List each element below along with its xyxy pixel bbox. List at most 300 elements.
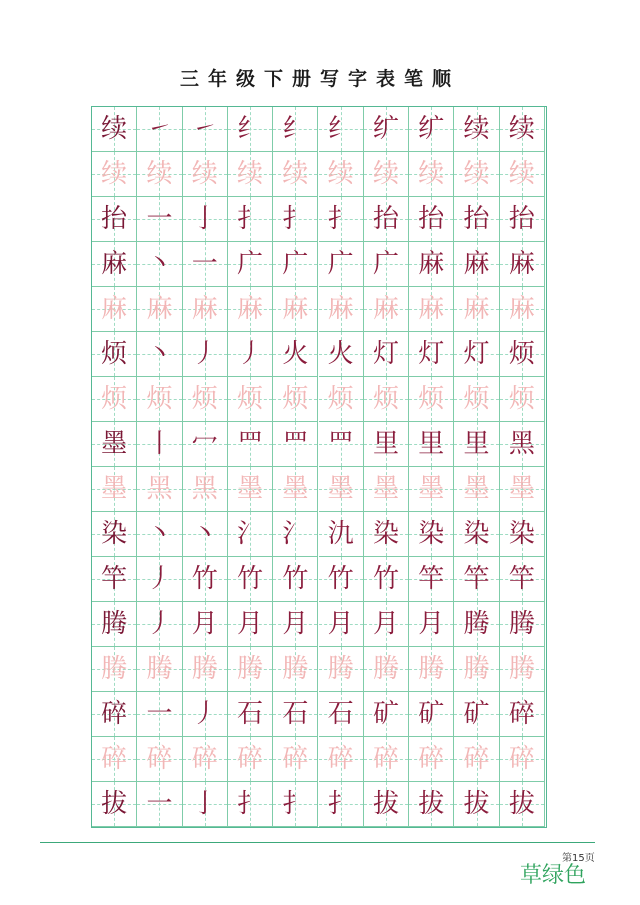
stroke-cell	[137, 602, 182, 647]
stroke-glyph: 碎	[463, 744, 490, 774]
stroke-cell	[228, 737, 273, 782]
stroke-cell	[364, 107, 409, 152]
character-glyph: 续	[101, 114, 128, 144]
stroke-glyph: 竿	[418, 564, 445, 594]
stroke-cell	[228, 287, 273, 332]
character-cell	[92, 287, 137, 332]
stroke-glyph: 月	[191, 609, 218, 639]
character-cell	[92, 512, 137, 557]
stroke-glyph: 冖	[191, 429, 218, 459]
stroke-glyph: 续	[191, 159, 218, 189]
stroke-cell	[409, 782, 454, 827]
stroke-glyph: 石	[237, 699, 264, 729]
stroke-glyph: 抬	[372, 204, 399, 234]
stroke-glyph: 里	[463, 429, 490, 459]
stroke-cell	[228, 467, 273, 512]
character-glyph: 染	[101, 519, 128, 549]
stroke-cell	[454, 692, 499, 737]
stroke-glyph: 续	[508, 159, 535, 189]
stroke-cell	[273, 737, 318, 782]
character-glyph: 碎	[101, 744, 128, 774]
stroke-cell	[454, 737, 499, 782]
stroke-glyph: 矿	[463, 699, 490, 729]
stroke-glyph: 染	[418, 519, 445, 549]
stroke-cell	[228, 782, 273, 827]
stroke-glyph: 麻	[418, 294, 445, 324]
stroke-cell	[273, 692, 318, 737]
stroke-glyph: 一	[146, 699, 173, 729]
stroke-cell	[137, 782, 182, 827]
stroke-cell	[228, 512, 273, 557]
stroke-cell	[500, 377, 545, 422]
stroke-glyph: 麻	[418, 249, 445, 279]
stroke-glyph: 纩	[418, 114, 445, 144]
stroke-cell	[500, 242, 545, 287]
character-glyph: 麻	[101, 294, 128, 324]
stroke-cell	[454, 197, 499, 242]
stroke-cell	[273, 647, 318, 692]
stroke-cell	[454, 377, 499, 422]
stroke-glyph: 扌	[282, 789, 309, 819]
stroke-cell	[364, 152, 409, 197]
stroke-glyph: 纟	[327, 114, 354, 144]
stroke-cell	[500, 692, 545, 737]
stroke-cell	[364, 467, 409, 512]
stroke-cell	[137, 467, 182, 512]
stroke-cell	[454, 647, 499, 692]
stroke-glyph: 麻	[508, 294, 535, 324]
stroke-glyph: 麻	[372, 294, 399, 324]
grid-row	[92, 557, 546, 602]
stroke-cell	[273, 332, 318, 377]
stroke-cell	[319, 287, 364, 332]
stroke-glyph: 纩	[372, 114, 399, 144]
stroke-glyph: 墨	[282, 474, 309, 504]
stroke-glyph: 腾	[282, 654, 309, 684]
stroke-glyph: 拔	[508, 789, 535, 819]
stroke-glyph: 烦	[282, 384, 309, 414]
grid-row	[92, 377, 546, 422]
grid-row	[92, 287, 546, 332]
stroke-glyph: 黑	[146, 474, 173, 504]
grid-row	[92, 467, 546, 512]
stroke-cell	[364, 602, 409, 647]
character-glyph: 麻	[101, 249, 128, 279]
stroke-glyph: 拔	[463, 789, 490, 819]
stroke-cell	[409, 152, 454, 197]
stroke-cell	[137, 197, 182, 242]
character-cell	[92, 107, 137, 152]
stroke-cell	[409, 377, 454, 422]
practice-grid	[91, 106, 547, 828]
grid-row	[92, 107, 546, 152]
stroke-glyph: 丶	[146, 339, 173, 369]
stroke-glyph: 竹	[327, 564, 354, 594]
character-cell	[92, 377, 137, 422]
stroke-glyph: 月	[282, 609, 309, 639]
stroke-glyph: 烦	[372, 384, 399, 414]
stroke-cell	[454, 287, 499, 332]
stroke-glyph: 麻	[463, 294, 490, 324]
stroke-glyph: 烦	[463, 384, 490, 414]
stroke-glyph: 腾	[191, 654, 218, 684]
stroke-glyph: 罒	[327, 429, 354, 459]
stroke-cell	[319, 197, 364, 242]
character-cell	[92, 467, 137, 512]
stroke-glyph: 腾	[146, 654, 173, 684]
character-glyph: 续	[101, 159, 128, 189]
stroke-cell	[409, 557, 454, 602]
stroke-cell	[409, 287, 454, 332]
stroke-cell	[273, 422, 318, 467]
stroke-glyph: 续	[237, 159, 264, 189]
stroke-cell	[183, 107, 228, 152]
stroke-glyph: 罒	[282, 429, 309, 459]
stroke-cell	[183, 422, 228, 467]
stroke-glyph: 火	[327, 339, 354, 369]
stroke-glyph: 续	[463, 159, 490, 189]
stroke-cell	[137, 422, 182, 467]
stroke-glyph: 腾	[463, 654, 490, 684]
stroke-cell	[183, 332, 228, 377]
stroke-cell	[409, 647, 454, 692]
stroke-glyph: 烦	[508, 339, 535, 369]
stroke-cell	[454, 512, 499, 557]
stroke-cell	[454, 332, 499, 377]
stroke-cell	[228, 557, 273, 602]
stroke-cell	[409, 332, 454, 377]
stroke-glyph: 黑	[191, 474, 218, 504]
stroke-cell	[319, 512, 364, 557]
stroke-cell	[228, 107, 273, 152]
stroke-glyph: 里	[418, 429, 445, 459]
stroke-glyph: 墨	[327, 474, 354, 504]
character-glyph: 墨	[101, 429, 128, 459]
stroke-cell	[183, 647, 228, 692]
stroke-cell	[364, 692, 409, 737]
stroke-glyph: 拔	[372, 789, 399, 819]
character-cell	[92, 332, 137, 377]
stroke-glyph: ㇀	[146, 114, 173, 144]
stroke-cell	[500, 647, 545, 692]
stroke-cell	[409, 512, 454, 557]
grid-row	[92, 512, 546, 557]
grid-row	[92, 332, 546, 377]
stroke-cell	[273, 557, 318, 602]
stroke-cell	[364, 737, 409, 782]
stroke-cell	[319, 737, 364, 782]
stroke-cell	[228, 602, 273, 647]
stroke-cell	[137, 512, 182, 557]
character-cell	[92, 647, 137, 692]
stroke-cell	[364, 422, 409, 467]
stroke-glyph: 续	[508, 114, 535, 144]
stroke-glyph: 广	[327, 249, 354, 279]
stroke-glyph: 腾	[463, 609, 490, 639]
character-glyph: 碎	[101, 699, 128, 729]
stroke-glyph: 竹	[372, 564, 399, 594]
stroke-cell	[137, 377, 182, 422]
stroke-glyph: 碎	[418, 744, 445, 774]
stroke-cell	[409, 602, 454, 647]
grid-row	[92, 422, 546, 467]
stroke-glyph: 烦	[146, 384, 173, 414]
stroke-glyph: 灯	[463, 339, 490, 369]
stroke-cell	[273, 107, 318, 152]
stroke-glyph: 石	[282, 699, 309, 729]
stroke-cell	[228, 647, 273, 692]
stroke-cell	[183, 737, 228, 782]
stroke-glyph: 一	[146, 789, 173, 819]
stroke-glyph: 里	[372, 429, 399, 459]
grid-row	[92, 197, 546, 242]
stroke-glyph: 烦	[327, 384, 354, 414]
stroke-glyph: 麻	[191, 294, 218, 324]
stroke-cell	[183, 197, 228, 242]
character-glyph: 抬	[101, 204, 128, 234]
character-cell	[92, 422, 137, 467]
stroke-glyph: 灯	[418, 339, 445, 369]
grid-row	[92, 782, 546, 827]
stroke-glyph: 丶	[191, 519, 218, 549]
stroke-glyph: 烦	[418, 384, 445, 414]
stroke-glyph: 烦	[237, 384, 264, 414]
stroke-cell	[319, 557, 364, 602]
stroke-glyph: 扌	[237, 204, 264, 234]
stroke-glyph: 碎	[327, 744, 354, 774]
stroke-cell	[409, 692, 454, 737]
stroke-cell	[500, 152, 545, 197]
stroke-cell	[319, 377, 364, 422]
character-glyph: 腾	[101, 654, 128, 684]
stroke-cell	[273, 467, 318, 512]
stroke-cell	[364, 242, 409, 287]
stroke-glyph: 月	[237, 609, 264, 639]
stroke-cell	[183, 287, 228, 332]
stroke-cell	[409, 467, 454, 512]
stroke-glyph: 腾	[237, 654, 264, 684]
stroke-glyph: 染	[372, 519, 399, 549]
stroke-glyph: 碎	[282, 744, 309, 774]
stroke-cell	[454, 152, 499, 197]
stroke-glyph: 麻	[146, 294, 173, 324]
stroke-cell	[500, 287, 545, 332]
stroke-cell	[228, 692, 273, 737]
stroke-cell	[137, 287, 182, 332]
stroke-cell	[319, 332, 364, 377]
stroke-glyph: 一	[191, 249, 218, 279]
stroke-cell	[183, 512, 228, 557]
stroke-glyph: 石	[327, 699, 354, 729]
stroke-glyph: 续	[463, 114, 490, 144]
stroke-glyph: 矿	[372, 699, 399, 729]
character-glyph: 烦	[101, 339, 128, 369]
stroke-glyph: 续	[146, 159, 173, 189]
stroke-cell	[500, 107, 545, 152]
stroke-cell	[319, 467, 364, 512]
stroke-cell	[500, 332, 545, 377]
stroke-cell	[137, 107, 182, 152]
stroke-cell	[273, 242, 318, 287]
stroke-cell	[319, 692, 364, 737]
stroke-cell	[364, 197, 409, 242]
stroke-cell	[319, 107, 364, 152]
stroke-glyph: 纟	[237, 114, 264, 144]
stroke-cell	[364, 647, 409, 692]
stroke-glyph: 黑	[508, 429, 535, 459]
character-cell	[92, 152, 137, 197]
stroke-cell	[319, 602, 364, 647]
stroke-glyph: 腾	[372, 654, 399, 684]
stroke-cell	[409, 197, 454, 242]
stroke-glyph: 广	[372, 249, 399, 279]
stroke-glyph: 烦	[191, 384, 218, 414]
stroke-cell	[454, 107, 499, 152]
grid-row	[92, 737, 546, 782]
stroke-glyph: 竹	[191, 564, 218, 594]
stroke-glyph: 广	[237, 249, 264, 279]
stroke-glyph: 碎	[508, 699, 535, 729]
stroke-glyph: 氵	[237, 519, 264, 549]
stroke-cell	[409, 242, 454, 287]
stroke-glyph: 月	[372, 609, 399, 639]
stroke-cell	[273, 287, 318, 332]
stroke-cell	[183, 467, 228, 512]
character-glyph: 烦	[101, 384, 128, 414]
stroke-glyph: 罒	[237, 429, 264, 459]
stroke-glyph: ㇀	[191, 114, 218, 144]
stroke-cell	[228, 152, 273, 197]
stroke-cell	[273, 152, 318, 197]
stroke-glyph: 麻	[237, 294, 264, 324]
stroke-cell	[364, 782, 409, 827]
stroke-cell	[228, 332, 273, 377]
stroke-glyph: 扌	[327, 789, 354, 819]
stroke-glyph: 腾	[508, 609, 535, 639]
stroke-glyph: 续	[327, 159, 354, 189]
stroke-glyph: 墨	[372, 474, 399, 504]
stroke-cell	[500, 737, 545, 782]
stroke-glyph: 染	[463, 519, 490, 549]
stroke-glyph: 麻	[327, 294, 354, 324]
stroke-cell	[273, 782, 318, 827]
stroke-glyph: 氵	[282, 519, 309, 549]
stroke-glyph: 抬	[418, 204, 445, 234]
stroke-cell	[319, 152, 364, 197]
stroke-cell	[137, 557, 182, 602]
stroke-glyph: 麻	[508, 249, 535, 279]
stroke-cell	[454, 602, 499, 647]
stroke-glyph: 丿	[146, 609, 173, 639]
stroke-cell	[454, 782, 499, 827]
stroke-glyph: 火	[282, 339, 309, 369]
stroke-glyph: 染	[508, 519, 535, 549]
stroke-cell	[500, 602, 545, 647]
stroke-cell	[454, 467, 499, 512]
stroke-glyph: 墨	[463, 474, 490, 504]
stroke-cell	[500, 557, 545, 602]
stroke-glyph: 月	[418, 609, 445, 639]
stroke-glyph: 碎	[372, 744, 399, 774]
character-glyph: 拔	[101, 789, 128, 819]
character-cell	[92, 197, 137, 242]
stroke-cell	[454, 242, 499, 287]
stroke-cell	[183, 782, 228, 827]
character-cell	[92, 602, 137, 647]
stroke-cell	[137, 647, 182, 692]
page-title: 三年级下册写字表笔顺	[179, 68, 460, 90]
stroke-glyph: 麻	[463, 249, 490, 279]
stroke-cell	[183, 242, 228, 287]
stroke-glyph: 丨	[146, 429, 173, 459]
stroke-glyph: 丿	[191, 339, 218, 369]
stroke-glyph: 亅	[191, 789, 218, 819]
character-glyph: 墨	[101, 474, 128, 504]
stroke-glyph: 续	[372, 159, 399, 189]
page-number: 第15页	[562, 853, 595, 864]
stroke-glyph: 丶	[146, 249, 173, 279]
stroke-glyph: 广	[282, 249, 309, 279]
stroke-cell	[137, 332, 182, 377]
stroke-glyph: 竹	[282, 564, 309, 594]
stroke-glyph: 墨	[418, 474, 445, 504]
stroke-glyph: 拔	[418, 789, 445, 819]
footer-divider	[40, 842, 595, 843]
stroke-cell	[273, 602, 318, 647]
grid-row	[92, 152, 546, 197]
stroke-cell	[137, 242, 182, 287]
stroke-glyph: 灯	[372, 339, 399, 369]
stroke-cell	[500, 782, 545, 827]
stroke-cell	[137, 692, 182, 737]
stroke-glyph: 丶	[146, 519, 173, 549]
watermark: 草绿色	[520, 863, 587, 888]
stroke-glyph: 麻	[282, 294, 309, 324]
character-glyph: 竿	[101, 564, 128, 594]
stroke-glyph: 续	[418, 159, 445, 189]
stroke-glyph: 竿	[508, 564, 535, 594]
stroke-glyph: 矿	[418, 699, 445, 729]
character-cell	[92, 782, 137, 827]
stroke-cell	[319, 422, 364, 467]
stroke-cell	[454, 557, 499, 602]
stroke-glyph: 腾	[418, 654, 445, 684]
stroke-cell	[500, 422, 545, 467]
stroke-glyph: 氿	[327, 519, 354, 549]
stroke-glyph: 碎	[508, 744, 535, 774]
stroke-cell	[183, 602, 228, 647]
stroke-glyph: 扌	[237, 789, 264, 819]
stroke-cell	[364, 287, 409, 332]
grid-row	[92, 242, 546, 287]
stroke-cell	[228, 422, 273, 467]
stroke-glyph: 纟	[282, 114, 309, 144]
stroke-cell	[409, 737, 454, 782]
stroke-glyph: 一	[146, 204, 173, 234]
stroke-cell	[319, 782, 364, 827]
stroke-cell	[137, 737, 182, 782]
stroke-cell	[500, 197, 545, 242]
stroke-glyph: 抬	[463, 204, 490, 234]
stroke-glyph: 续	[282, 159, 309, 189]
stroke-glyph: 墨	[508, 474, 535, 504]
character-cell	[92, 737, 137, 782]
stroke-glyph: 竹	[237, 564, 264, 594]
stroke-cell	[183, 557, 228, 602]
stroke-glyph: 抬	[508, 204, 535, 234]
stroke-glyph: 丿	[237, 339, 264, 369]
stroke-glyph: 碎	[146, 744, 173, 774]
